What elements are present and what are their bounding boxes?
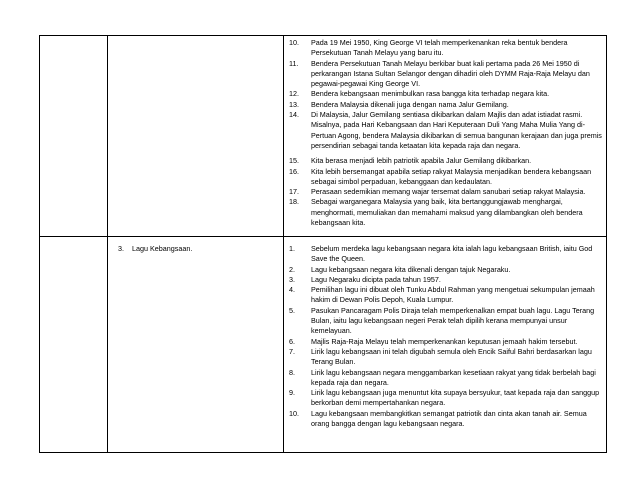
list-item: 3. Lagu Negaraku dicipta pada tahun 1957. bbox=[289, 274, 441, 284]
list-item: 10. Pada 19 Mei 1950, King George VI telah memperkenankan reka bentuk bendera Persekutuan Tanah Melayu yang baru itu. bbox=[289, 38, 568, 58]
list-item: 12. Bendera kebangsaan menimbulkan rasa bangga kita terhadap negara kita. bbox=[289, 89, 550, 99]
row2-col2 bbox=[107, 236, 284, 453]
row2-col1 bbox=[39, 236, 108, 453]
section-title: 3. Lagu Kebangsaan. bbox=[118, 244, 193, 253]
list-item: 1. Sebelum merdeka lagu kebangsaan negara kita ialah lagu kebangsaan British, iaitu God Save the Queen. bbox=[289, 244, 593, 264]
flag-facts-list bbox=[289, 38, 605, 228]
list-item: 5. Pasukan Pancaragam Polis Diraja telah memperkenalkan empat buah lagu. Lagu Terang Bulan, iaitu lagu kebangsaan negeri Perak telah dipilih kerana mempunyai unsur kemelayuan. bbox=[289, 305, 595, 336]
list-item: 6. Majlis Raja-Raja Melayu telah memperkenankan keputusan jemaah hakim tersebut. bbox=[289, 336, 578, 346]
row1-col1 bbox=[39, 35, 108, 237]
row1-col2 bbox=[107, 35, 284, 237]
list-item: 4. Pemilihan lagu ini dibuat oleh Tunku Abdul Rahman yang mengetuai sekumpulan jemaah hakim di Dewan Polis Depoh, Kuala Lumpur. bbox=[289, 285, 595, 305]
list-item: 2. Lagu kebangsaan negara kita dikenali dengan tajuk Negaraku. bbox=[289, 264, 511, 274]
list-item: 16. Kita lebih bersemangat apabila setiap rakyat Malaysia menjadikan bendera kebangsaan sebagai simbol perpaduan, kebanggaan dan kedaulatan. bbox=[289, 166, 592, 186]
list-item: 11. Bendera Persekutuan Tanah Melayu berkibar buat kali pertama pada 26 Mei 1950 di perkarangan Istana Sultan Selangor dengan dihadiri oleh DYMM Raja-Raja Melayu dan pegawai-pegawai King George VI. bbox=[289, 58, 590, 89]
list-item: 7. Lirik lagu kebangsaan ini telah digubah semula oleh Encik Saiful Bahri berdasarkan lagu Terang Bulan. bbox=[289, 346, 592, 367]
list-item: 10. Lagu kebangsaan membangkitkan semangat patriotik dan cinta akan tanah air. Semua orang bangga dengan lagu kebangsaan negara. bbox=[289, 408, 587, 429]
list-item: 14. Di Malaysia, Jalur Gemilang sentiasa dikibarkan dalam Majlis dan adat istiadat rasmi. Misalnya, pada Hari Kebangsaan dan Hari Keputeraan Duli Yang Maha Mulia Yang di-Pertuan Agong, bendera Malaysia dikibarkan di semua bangunan kerajaan dan juga premis persendirian sebagai tanda ketaatan kita kepada raja dan negara. bbox=[289, 110, 602, 150]
list-item: 13. Bendera Malaysia dikenali juga dengan nama Jalur Gemilang. bbox=[289, 99, 509, 109]
list-item: 9. Lirik lagu kebangsaan juga menuntut kita supaya bersyukur, taat kepada raja dan sanggup berkorban demi mempertahankan negara. bbox=[289, 388, 600, 408]
list-item: 18. Sebagai warganegara Malaysia yang baik, kita bertanggungjawab menghargai, menghormati, memuliakan dan memahami maksud yang dilambangkan oleh bendera kebangsaan kita. bbox=[289, 197, 583, 228]
list-item: 15. Kita berasa menjadi lebih patriotik apabila Jalur Gemilang dikibarkan. bbox=[289, 156, 532, 166]
list-item: 17. Perasaan sedemikian memang wajar tersemat dalam sanubari setiap rakyat Malaysia. bbox=[289, 187, 586, 197]
anthem-facts-list bbox=[289, 244, 605, 429]
list-item: 8. Lirik lagu kebangsaan negara menggambarkan kesetiaan rakyat yang tidak berbelah bagi kepada raja dan negara. bbox=[289, 367, 596, 387]
